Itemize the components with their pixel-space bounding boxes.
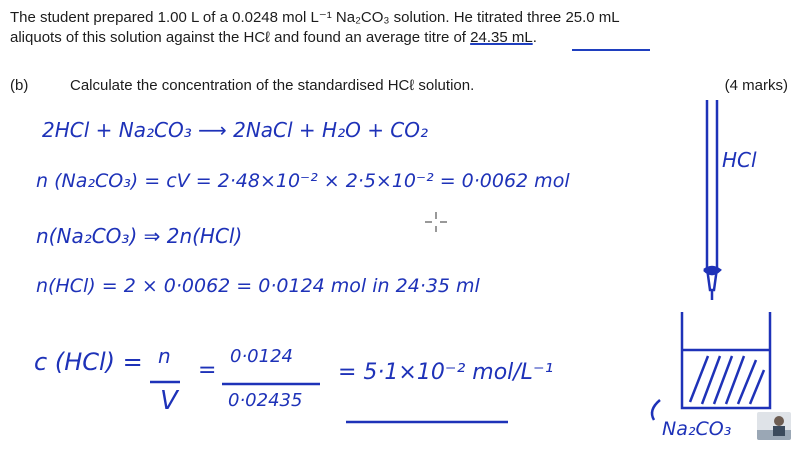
- burette-icon: [704, 100, 720, 300]
- final-answer: = 5·1×10⁻² mol/L⁻¹: [338, 360, 554, 385]
- reaction-equation: 2HCl + Na₂CO₃ ⟶ 2NaCl + H₂O + CO₂: [42, 118, 429, 142]
- titre-value: 24.35 mL: [470, 29, 533, 46]
- presenter-icon: [757, 412, 791, 440]
- question-text: Calculate the concentration of the standardised HCℓ solution.: [70, 77, 475, 94]
- moles-na2co3-line: n (Na₂CO₃) = cV = 2·48×10⁻² × 2·5×10⁻² = 0·0062 mol: [36, 170, 570, 192]
- concentration-lhs: c (HCl) =: [34, 348, 143, 376]
- mole-ratio-line: n(Na₂CO₃) ⇒ 2n(HCl): [36, 224, 243, 248]
- flask-icon: [652, 312, 770, 420]
- fraction-n: n: [158, 344, 171, 368]
- denominator-value: 0·02435: [228, 390, 303, 411]
- marks-label: (4 marks): [724, 77, 788, 94]
- equals-sign: =: [198, 358, 217, 383]
- crosshair-cursor-icon: [425, 212, 447, 232]
- fraction-v: V: [160, 386, 178, 416]
- part-label: (b): [10, 77, 29, 94]
- moles-hcl-line: n(HCl) = 2 × 0·0062 = 0·0124 mol in 24·35 ml: [36, 275, 480, 297]
- burette-label: HCl: [722, 148, 757, 172]
- intro-end: .: [532, 29, 537, 46]
- problem-intro-line1: The student prepared 1.00 L of a 0.0248 mol L⁻¹ Na₂CO₃ solution. He titrated three 25.0 mL: [10, 9, 620, 26]
- numerator-value: 0·0124: [230, 346, 293, 367]
- presenter-thumbnail: [757, 412, 791, 440]
- flask-label: Na₂CO₃: [662, 418, 732, 440]
- intro-text: aliquots of this solution against the HCℓ and found an average titre of: [10, 29, 471, 46]
